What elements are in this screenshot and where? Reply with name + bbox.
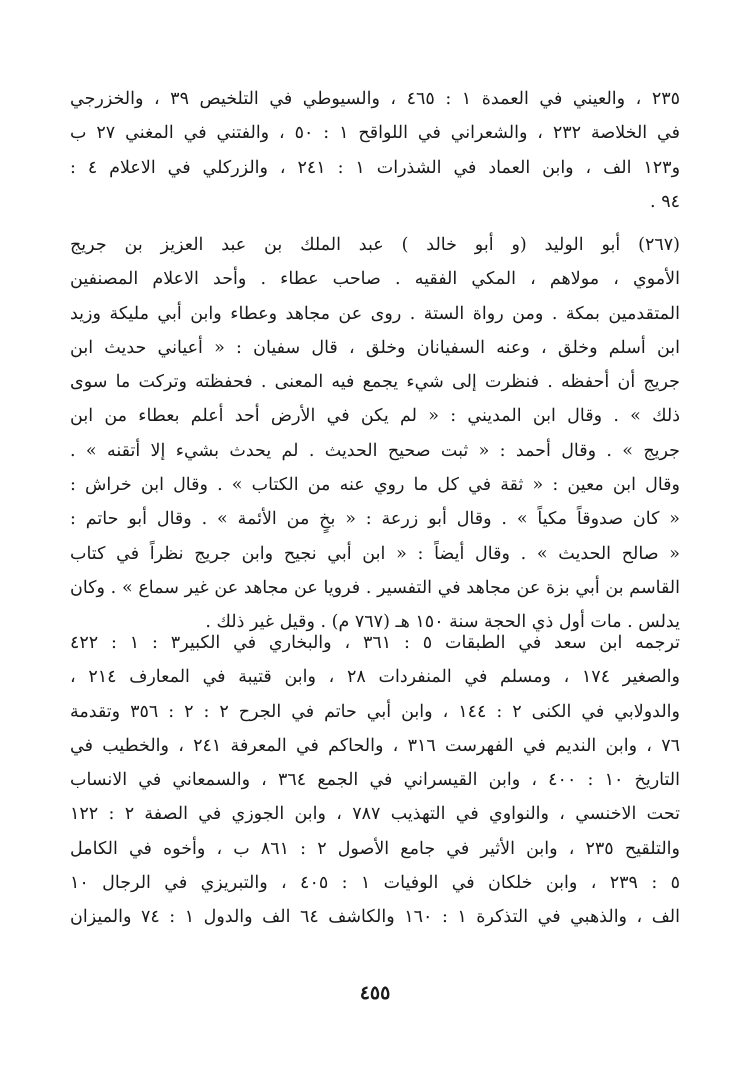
- text-line: المتقدمين بمكة . ومن رواة الستة . روى عن مجاهد وعطاء وابن أبي مليكة وزيد: [70, 303, 680, 324]
- text-line: ابن أسلم وخلق ، وعنه السفيانان وخلق ، قال سفيان : « أعياني حديث ابن: [70, 337, 680, 358]
- text-line: « صالح الحديث » . وقال أيضاً : « ابن أبي نجيح وابن جريج نظراً في كتاب: [70, 543, 680, 564]
- text-line: والصغير ١٧٤ ، ومسلم في المنفردات ٢٨ ، وابن قتيبة في المعارف ٢١٤ ،: [70, 667, 680, 688]
- text-line: والتلقيح ٢٣٥ ، وابن الأثير في جامع الأصول ٢ : ٨٦١ ب ، وأخوه في الكامل: [70, 838, 680, 859]
- text-line: والدولابي في الكنى ٢ : ١٤٤ ، وابن أبي حاتم في الجرح ٢ : ٢ : ٣٥٦ وتقدمة: [70, 701, 680, 722]
- text-line: ٢٣٥ ، والعيني في العمدة ١ : ٤٦٥ ، والسيوطي في التلخيص ٣٩ ، والخزرجي: [70, 89, 680, 109]
- biography-entry-267: [70, 228, 680, 640]
- page-number: ٤٥٥: [359, 982, 391, 1004]
- text-line: جريج أن أحفظه . فنظرت إلى شيء يجمع فيه المعنى . فحفظته وتركت ما سوى: [70, 372, 680, 393]
- text-line: ٥ : ٢٣٩ ، وابن خلكان في الوفيات ١ : ٤٠٥ ، والتبريزي في الرجال ١٠: [70, 873, 680, 894]
- text-line: الأموي ، مولاهم ، المكي الفقيه . صاحب عطاء . وأحد الاعلام المصنفين: [70, 269, 680, 290]
- text-line: في الخلاصة ٢٣٢ ، والشعراني في اللواقح ١ : ٥٠ ، والفتني في المغني ٢٧ ب: [70, 123, 680, 144]
- text-line: يدلس . مات أول ذي الحجة سنة ١٥٠ هـ (٧٦٧ م) . وقيل غير ذلك .: [205, 612, 680, 633]
- text-line: التاريخ ١٠ : ٤٠٠ ، وابن القيسراني في الجمع ٣٦٤ ، والسمعاني في الانساب: [70, 770, 680, 791]
- text-line: (٢٦٧) أبو الوليد (و أبو خالد ) عبد الملك بن عبد العزيز بن جريج: [70, 235, 680, 255]
- text-line: ٩٤ .: [650, 191, 680, 212]
- text-line: تحت الاخنسي ، والنواوي في التهذيب ٧٨٧ ، وابن الجوزي في الصفة ٢ : ١٢٢: [70, 804, 680, 825]
- text-line: ٧٦ ، وابن النديم في الفهرست ٣١٦ ، والحاكم في المعرفة ٢٤١ ، والخطيب في: [70, 735, 680, 756]
- text-line: جريج » . وقال أحمد : « ثبت صحيح الحديث . لم يحدث بشيء إلا أتقنه » .: [70, 440, 680, 461]
- text-line: ترجمه ابن سعد في الطبقات ٥ : ٣٦١ ، والبخاري في الكبير٣ : ١ : ٤٢٢: [70, 633, 680, 653]
- text-line: وقال ابن معين : « ثقة في كل ما روي عنه من الكتاب » . وقال ابن خراش :: [70, 475, 680, 496]
- text-line: و١٢٣ الف ، وابن العماد في الشذرات ١ : ٢٤١ ، والزركلي في الاعلام ٤ :: [70, 157, 680, 178]
- biography-references: [70, 626, 680, 935]
- biography-references-continued: [70, 82, 680, 219]
- text-line: ذلك » . وقال ابن المديني : « لم يكن في الأرض أحد أعلم بعطاء من ابن: [70, 406, 680, 427]
- text-line: « كان صدوقاً مكياً » . وقال أبو زرعة : « بخٍ من الأئمة » . وقال أبو حاتم :: [70, 509, 680, 530]
- text-line: الف ، والذهبي في التذكرة ١ : ١٦٠ والكاشف ٦٤ الف والدول ١ : ٧٤ والميزان: [70, 907, 680, 928]
- text-line: القاسم بن أبي بزة عن مجاهد في التفسير . فرويا عن مجاهد عن غير سماع » . وكان: [70, 577, 680, 598]
